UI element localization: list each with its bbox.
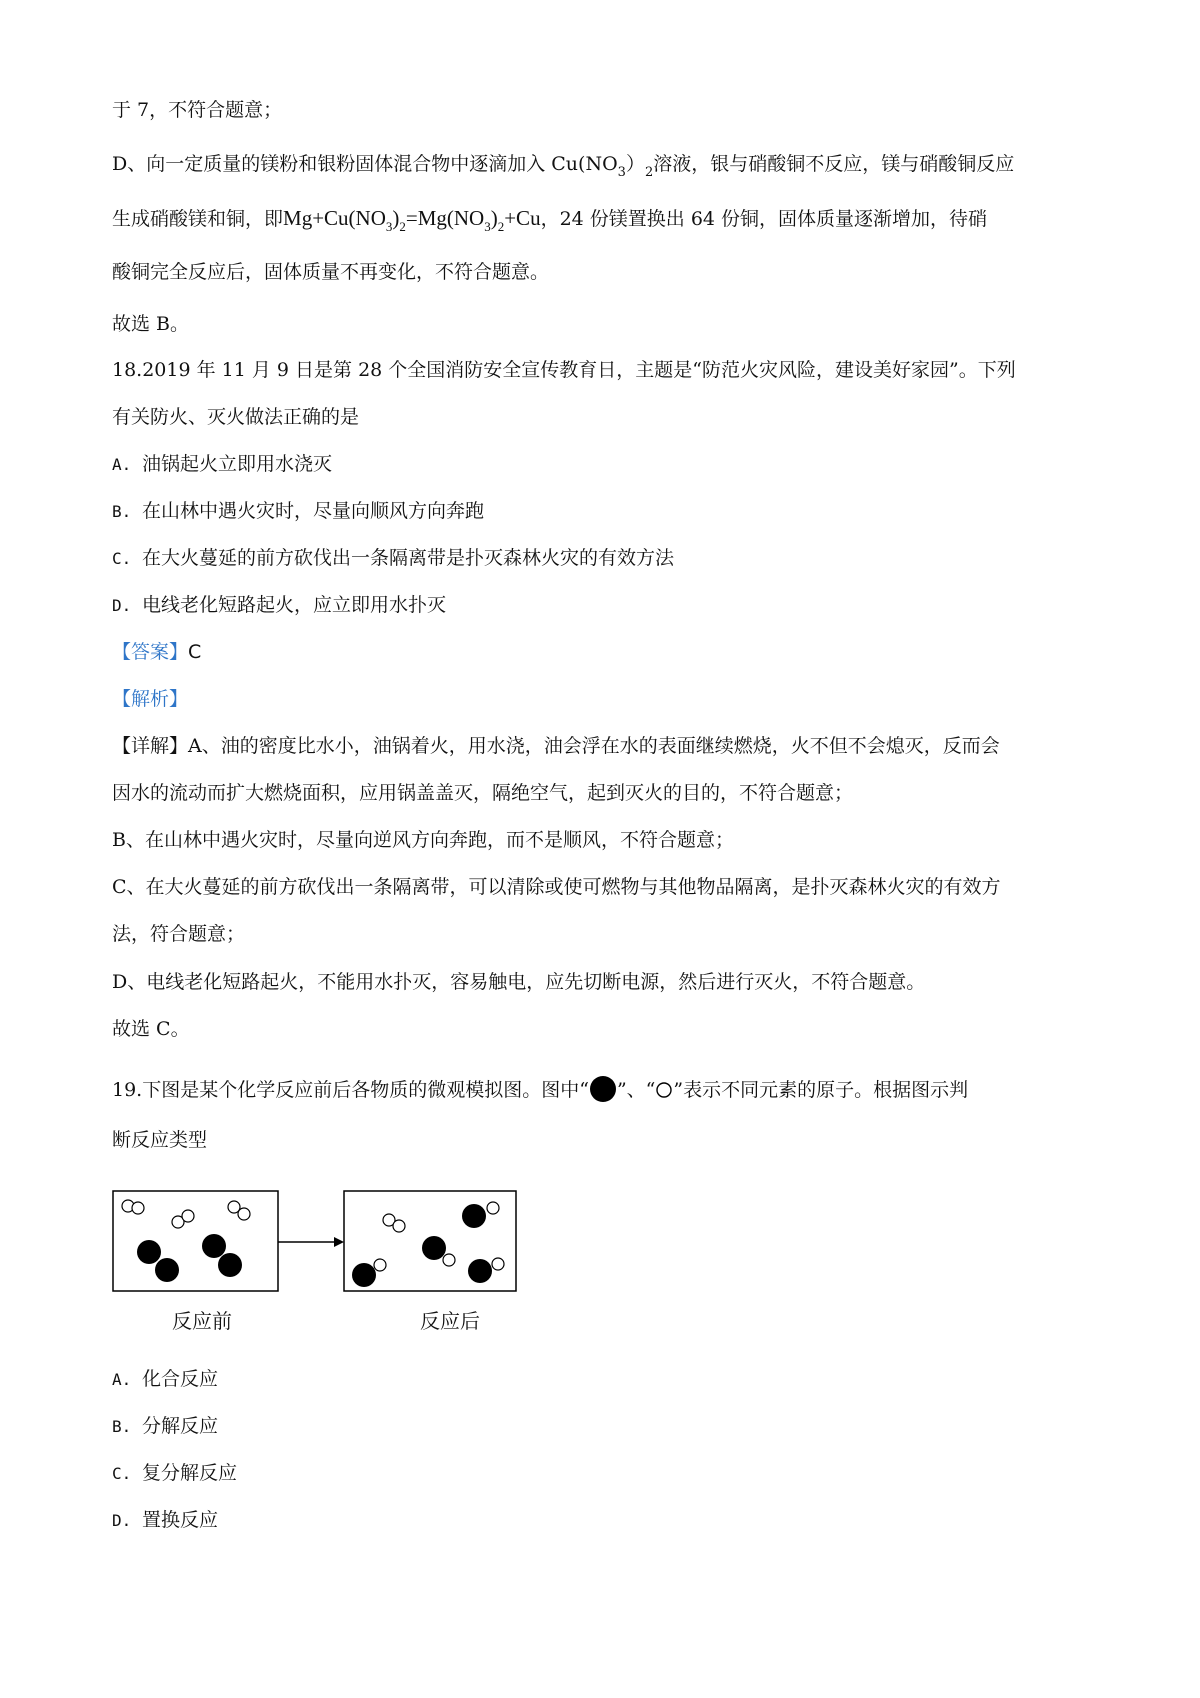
q17-option-d-line1: [112, 152, 1014, 179]
q17-line-tail: 于 7，不符合题意；: [112, 99, 283, 121]
black-atom: [218, 1253, 242, 1277]
option-letter: C.: [112, 549, 132, 568]
q18-detail-b: B、在山林中遇火灾时，尽量向逆风方向奔跑，而不是顺风，不符合题意；: [112, 829, 734, 851]
option-letter: B.: [112, 502, 132, 521]
black-atom: [137, 1240, 161, 1264]
reaction-arrow: [278, 1237, 344, 1247]
q19-option-a: [112, 1367, 218, 1392]
q17-d-sub2: 2: [644, 165, 654, 180]
q19-stem-line2: 断反应类型: [112, 1129, 208, 1151]
white-atom: [487, 1202, 499, 1214]
option-text: 在山林中遇火灾时，尽量向顺风方向奔跑: [142, 500, 485, 522]
white-atom: [238, 1208, 250, 1220]
black-atom: [462, 1204, 486, 1228]
formula-part-a: Mg+Cu(NO: [283, 206, 386, 230]
before-reaction-box: [113, 1191, 278, 1291]
q17-d-part1: D、向一定质量的镁粉和银粉固体混合物中逐滴加入 Cu(NO: [112, 153, 618, 175]
q17-d-line2-end: ，24 份镁置换出 64 份铜，固体质量逐渐增加，待硝: [540, 208, 988, 230]
q17-d-line2-start: 生成硝酸镁和铜，即: [112, 208, 284, 230]
black-atom: [155, 1258, 179, 1282]
q18-detail-a2: 因水的流动而扩大燃烧面积，应用锅盖盖灭，隔绝空气，起到灭火的目的，不符合题意；: [112, 782, 854, 804]
option-text: 化合反应: [142, 1368, 219, 1390]
caption-before: 反应前: [172, 1309, 232, 1333]
white-atom: [132, 1202, 144, 1214]
q18-detail-a1: [112, 734, 1000, 758]
white-atom: [443, 1254, 455, 1266]
option-letter: A.: [112, 1370, 132, 1389]
option-letter: D.: [112, 596, 132, 615]
formula-sub-2: 2: [399, 219, 406, 234]
option-text: 分解反应: [142, 1415, 219, 1437]
option-text: 在大火蔓延的前方砍伐出一条隔离带是扑灭森林火灾的有效方法: [142, 547, 675, 569]
q17-d-paren: ）: [625, 153, 645, 175]
formula-sub-3: 3: [484, 219, 491, 234]
q19-option-b: [112, 1414, 218, 1439]
black-atom-icon: [589, 1075, 617, 1103]
formula-part-b: ): [392, 206, 400, 230]
option-text: 复分解反应: [142, 1462, 238, 1484]
formula-sub-4: 2: [497, 219, 505, 234]
q18-option-d: [112, 593, 446, 618]
option-letter: B.: [112, 1417, 132, 1436]
q17-option-d-line3: 酸铜完全反应后，固体质量不再变化，不符合题意。: [112, 261, 550, 283]
q18-detail-d: D、电线老化短路起火，不能用水扑灭，容易触电，应先切断电源，然后进行灭火，不符合题意。: [112, 971, 926, 993]
q19-stem-part1: 19.下图是某个化学反应前后各物质的微观模拟图。图中“: [112, 1079, 589, 1101]
white-atom: [374, 1259, 386, 1271]
black-atom: [422, 1236, 446, 1260]
formula-sub-1: 3: [385, 219, 393, 234]
q17-option-d-line2: [112, 206, 987, 233]
reaction-diagram: [112, 1190, 552, 1300]
q18-option-a: [112, 452, 332, 477]
q18-detail-c2: 法，符合题意；: [112, 923, 246, 945]
q19-stem-line1: [112, 1075, 968, 1103]
q18-stem-line1: 18.2019 年 11 月 9 日是第 28 个全国消防安全宣传教育日，主题是“防范火灾风险，建设美好家园”。下列: [112, 359, 1016, 381]
q18-stem-line2: 有关防火、灭火做法正确的是: [112, 406, 360, 428]
black-atom: [202, 1234, 226, 1258]
q18-option-c: [112, 546, 674, 571]
answer-value: C: [188, 641, 202, 663]
q18-option-b: [112, 499, 484, 524]
option-letter: D.: [112, 1511, 132, 1530]
formula-part-d: ): [490, 206, 498, 230]
q19-option-d: [112, 1508, 218, 1533]
q19-option-c: [112, 1461, 237, 1486]
option-letter: C.: [112, 1464, 132, 1483]
formula-part-e: +Cu: [504, 206, 541, 230]
white-atom: [492, 1258, 504, 1270]
white-atom-icon: [655, 1081, 673, 1099]
q17-d-sub3: 3: [617, 165, 626, 180]
q18-choose: 故选 C。: [112, 1018, 190, 1040]
q18-analysis-label: 【解析】: [112, 688, 189, 710]
q17-choose: 故选 B。: [112, 313, 190, 335]
option-text: 电线老化短路起火，应立即用水扑灭: [142, 594, 447, 616]
formula-part-c: =Mg(NO: [405, 206, 485, 230]
after-reaction-box: [344, 1191, 516, 1291]
answer-label: 【答案】: [112, 641, 189, 663]
detail-label: 【详解】: [112, 735, 189, 757]
white-atom: [182, 1210, 194, 1222]
q19-stem-part3: ”表示不同元素的原子。根据图示判: [673, 1079, 969, 1101]
caption-after: 反应后: [420, 1309, 480, 1333]
reaction-equation: [283, 206, 541, 234]
option-text: 置换反应: [142, 1509, 219, 1531]
detail-a-text: A、油的密度比水小，油锅着火，用水浇，油会浮在水的表面继续燃烧，火不但不会熄灭，反而会: [188, 735, 1000, 757]
q18-detail-c1: C、在大火蔓延的前方砍伐出一条隔离带，可以清除或使可燃物与其他物品隔离，是扑灭森林火灾的有效方: [112, 876, 1001, 898]
white-atom: [393, 1220, 405, 1232]
q18-answer: [112, 640, 201, 664]
option-text: 油锅起火立即用水浇灭: [142, 453, 333, 475]
black-atom: [468, 1259, 492, 1283]
q19-stem-part2: ”、“: [616, 1079, 656, 1101]
option-letter: A.: [112, 455, 132, 474]
q17-d-part1-end: 溶液，银与硝酸铜不反应，镁与硝酸铜反应: [653, 153, 1015, 175]
black-atom: [352, 1263, 376, 1287]
